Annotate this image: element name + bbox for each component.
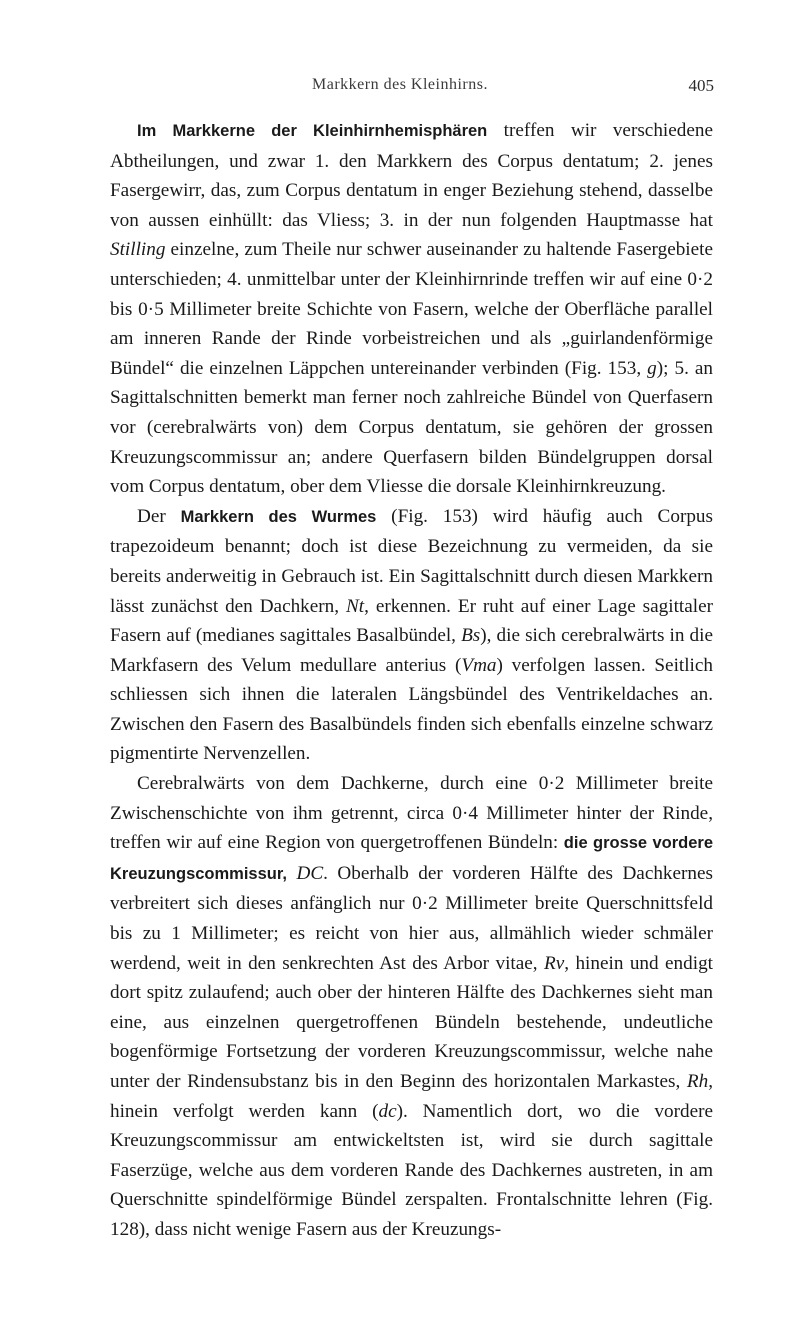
paragraph — [110, 116, 713, 502]
text-run: dc — [378, 1100, 397, 1122]
text-run: Stilling — [110, 239, 166, 261]
running-header — [0, 76, 800, 100]
running-title: Markkern des Kleinhirns. — [312, 76, 488, 93]
text-run: die grosse vordere Kreuzungscommissur, — [110, 834, 713, 883]
body-text — [110, 116, 713, 1245]
text-run: Nt — [345, 595, 365, 617]
text-run: Der — [137, 505, 181, 527]
text-run: (Fig. 153) wird häufig auch Corpus trapezoideum benannt; doch ist diese Bezeichnung zu vermeiden, da sie bereits anderweitig in Gebrauch ist. Ein Sagittalschnitt durch diesen Markkern lässt zunächst den Dachkern, — [110, 505, 713, 617]
text-run: treffen wir verschiedene Abtheilungen, und zwar 1. den Markkern des Corpus dentatum; 2. jenes Fasergewirr, das, zum Corpus dentatum in enger Beziehung stehend, dasselbe von aussen einhüllt: das Vliess; 3. in der nun folgenden Hauptmasse hat — [110, 120, 713, 231]
text-run: ). Namentlich dort, wo die vordere Kreuzungscommissur am entwickeltsten ist, wird sie durch sagittale Faserzüge, welche aus dem vorderen Rande des Dachkernes austreten, in am Querschnitte spindelförmige Bündel zerspalten. Frontalschnitte lehren (Fig. 128), dass nicht wenige Fasern aus der Kreuzungs- — [110, 1100, 713, 1240]
text-run: Cerebralwärts von dem Dachkerne, durch eine 0·2 Millimeter breite Zwischenschichte von ihm getrennt, circa 0·4 Millimeter hinter der Rinde, treffen wir auf eine Region von quergetroffenen Bündeln: — [110, 773, 713, 854]
text-run: ), die sich cerebralwärts in die Markfasern des Velum medullare anterius ( — [110, 625, 713, 676]
text-run: Rv — [543, 952, 565, 974]
text-run: ); 5. an Sagittalschnitten bemerkt man ferner noch zahlreiche Bündel von Querfasern vor (cerebralwärts von) dem Corpus dentatum, sie gehören der grossen Kreuzungscommissur an; andere Querfasern bilden Bündelgruppen dorsal vom Corpus dentatum, ober dem Vliesse die dorsale Kleinhirnkreuzung. — [110, 357, 713, 498]
text-run: Markkern des Wurmes — [180, 507, 377, 526]
text-run: . Oberhalb der vorderen Hälfte des Dachkernes verbreitert sich dieses anfänglich nur 0·2 Millimeter breite Querschnittsfeld bis zu 1 Millimeter; es reicht von hier aus, allmählich wieder schmäler werdend, weit in den senkrechten Ast des Arbor vitae, — [110, 862, 714, 974]
text-run: Vma — [461, 654, 497, 676]
paragraph — [110, 502, 713, 769]
text-run: , hinein und endigt dort spitz zulaufend; auch ober der hinteren Hälfte des Dachkernes sieht man eine, aus einzelnen quergetroffenen Bündeln bestehende, undeutliche bogenförmige Fortsetzung der vorderen Kreuzungscommissur, welche nahe unter der Rindensubstanz bis in den Beginn des horizontalen Markastes, — [110, 952, 714, 1092]
text-run: Bs — [461, 625, 481, 647]
text-run: Im Markkerne der Kleinhirnhemisphären — [137, 122, 488, 140]
text-run: , hinein verfolgt werden kann ( — [110, 1071, 713, 1122]
page-number: 405 — [688, 76, 714, 95]
text-run: einzelne, zum Theile nur schwer auseinander zu haltende Fasergebiete unterschieden; 4. unmittelbar unter der Kleinhirnrinde treffen wir auf eine 0·2 bis 0·5 Millimeter breite Schichte von Fasern, welche der Oberfläche parallel am inneren Rande der Rinde vorbeistreichen und als „guirlandenförmige Bündel“ die einzelnen Läppchen untereinander verbinden (Fig. 153, — [110, 239, 713, 379]
paragraph — [110, 769, 713, 1245]
text-run: , erkennen. Er ruht auf einer Lage sagittaler Fasern auf (medianes sagittales Basalbündel, — [110, 595, 713, 647]
text-run: DC — [296, 862, 324, 884]
text-run: ) verfolgen lassen. Seitlich schliessen sich ihnen die lateralen Längsbündel des Ventrikeldaches an. Zwischen den Fasern des Basalbündels finden sich ebenfalls einzelne schwarz pigmentirte Nervenzellen. — [110, 654, 713, 765]
text-run: g — [647, 357, 657, 379]
text-run: Rh — [686, 1071, 709, 1092]
